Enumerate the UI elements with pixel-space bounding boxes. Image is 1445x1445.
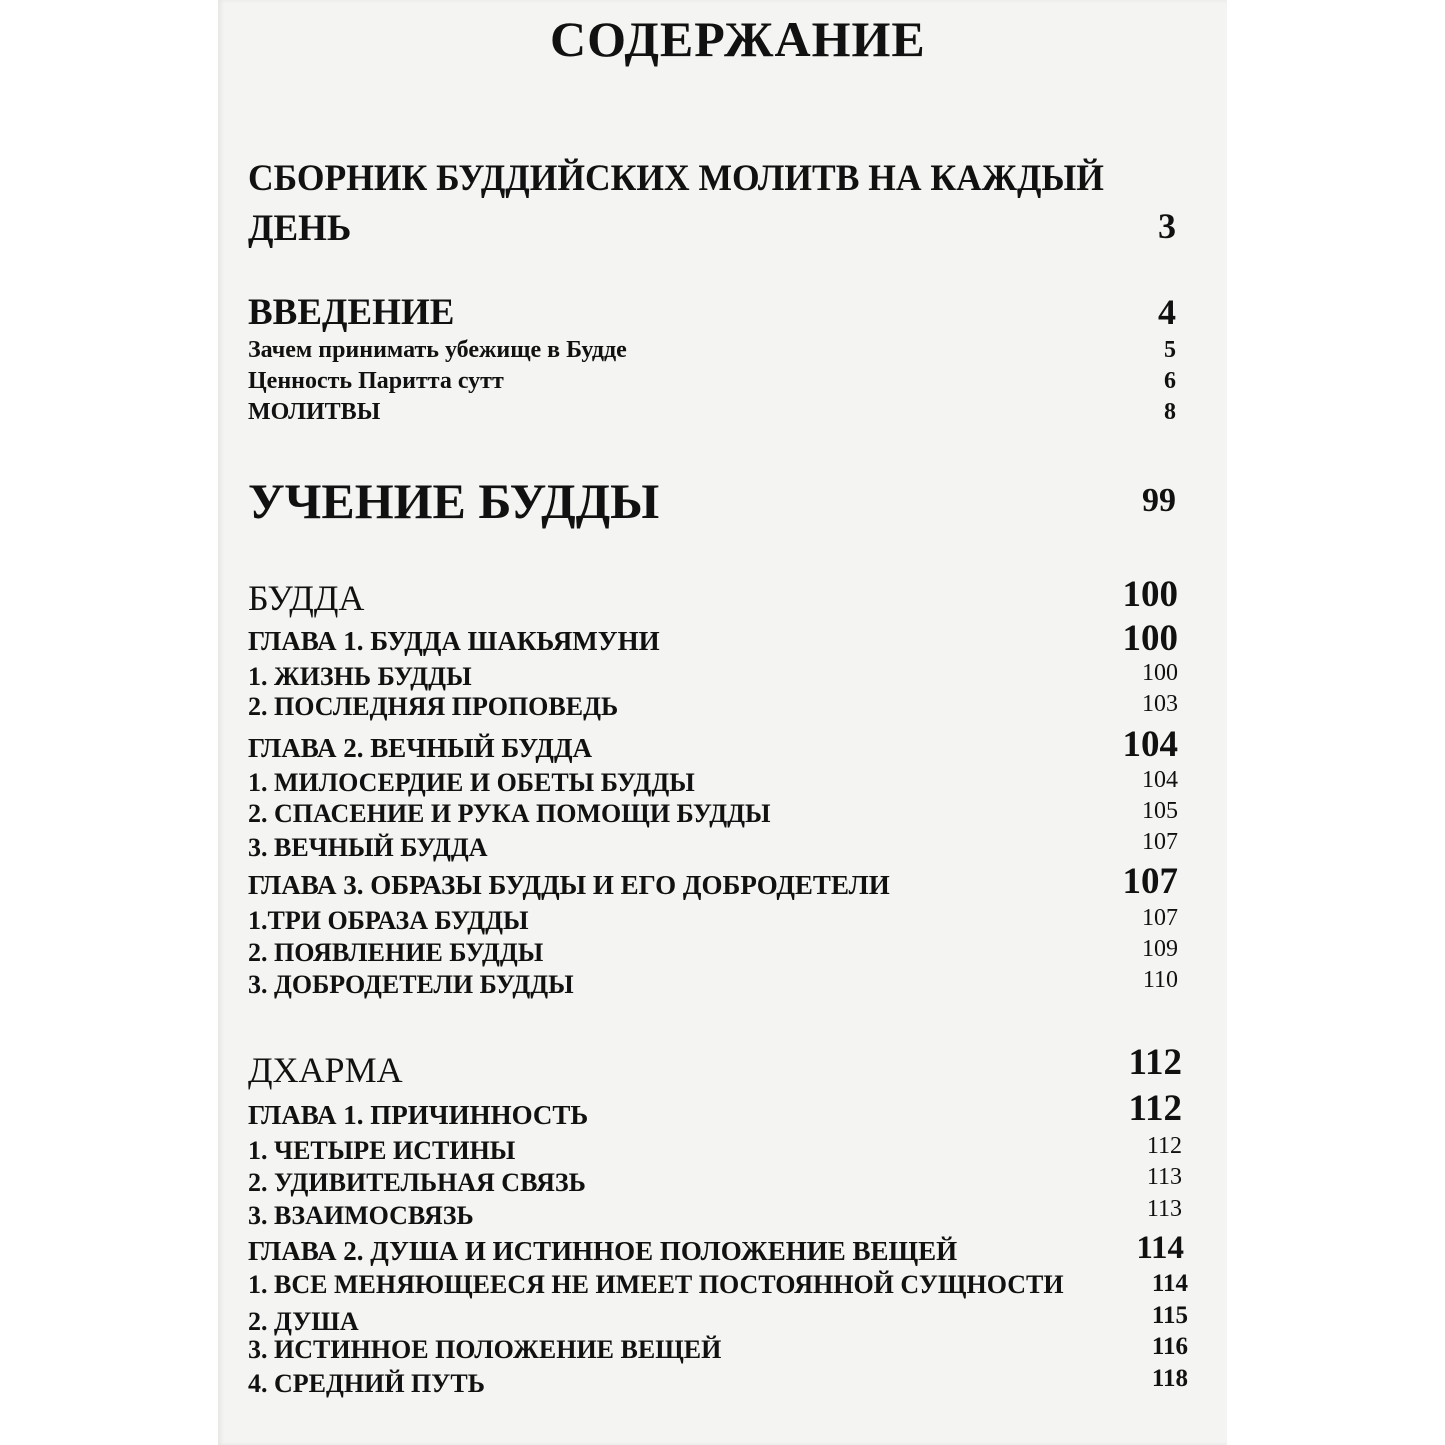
toc-entry-buddha-1-2[interactable]: 2. ПОСЛЕДНЯЯ ПРОПОВЕДЬ — [248, 692, 619, 721]
toc-entry-dharma-2-1[interactable]: 1. ВСЕ МЕНЯЮЩЕЕСЯ НЕ ИМЕЕТ ПОСТОЯННОЙ СУЩНОСТИ — [248, 1270, 1064, 1299]
toc-page-refuge: 5 — [1164, 337, 1176, 363]
page-title: СОДЕРЖАНИЕ — [550, 11, 926, 67]
section-buddha-page: 100 — [1122, 574, 1178, 615]
toc-page-buddha-2-3: 107 — [1142, 829, 1178, 855]
toc-entry-buddha-3-3[interactable]: 3. ДОБРОДЕТЕЛИ БУДДЫ — [248, 970, 574, 999]
toc-entry-paritta[interactable]: Ценность Паритта сутт — [248, 368, 504, 394]
toc-page-buddha-2-2: 105 — [1142, 798, 1178, 824]
toc-entry-dharma-1-3[interactable]: 3. ВЗАИМОСВЯЗЬ — [248, 1201, 474, 1230]
toc-entry-refuge[interactable]: Зачем принимать убежище в Будде — [248, 337, 627, 363]
chapter-buddha-2[interactable]: ГЛАВА 2. ВЕЧНЫЙ БУДДА — [248, 733, 593, 763]
toc-entry-buddha-3-1[interactable]: 1.ТРИ ОБРАЗА БУДДЫ — [248, 906, 529, 935]
chapter-buddha-3-page: 107 — [1122, 861, 1178, 902]
toc-entry-buddha-2-1[interactable]: 1. МИЛОСЕРДИЕ И ОБЕТЫ БУДДЫ — [248, 768, 695, 797]
toc-entry-buddha-1-1[interactable]: 1. ЖИЗНЬ БУДДЫ — [248, 662, 472, 691]
toc-page-buddha-3-1: 107 — [1142, 905, 1178, 931]
toc-entry-buddha-2-3[interactable]: 3. ВЕЧНЫЙ БУДДА — [248, 833, 488, 862]
toc-page-dharma-2-3: 116 — [1151, 1333, 1188, 1360]
toc-entry-dharma-2-2[interactable]: 2. ДУША — [248, 1307, 359, 1336]
toc-page-paritta: 6 — [1164, 368, 1176, 394]
intro-title[interactable]: ВВЕДЕНИЕ — [248, 292, 455, 333]
toc-page-dharma-1-1: 112 — [1146, 1133, 1182, 1159]
chapter-buddha-2-page: 104 — [1122, 724, 1178, 765]
chapter-buddha-1[interactable]: ГЛАВА 1. БУДДА ШАКЬЯМУНИ — [248, 626, 660, 656]
collection-page-number: 3 — [1158, 206, 1176, 246]
chapter-buddha-3[interactable]: ГЛАВА 3. ОБРАЗЫ БУДДЫ И ЕГО ДОБРОДЕТЕЛИ — [248, 870, 890, 900]
toc-page-buddha-1-2: 103 — [1142, 691, 1178, 717]
section-dharma-title[interactable]: ДХАРМА — [248, 1050, 403, 1090]
toc-page-dharma-2-1: 114 — [1151, 1270, 1188, 1297]
collection-title-line2[interactable]: ДЕНЬ — [248, 208, 352, 249]
toc-entry-dharma-2-3[interactable]: 3. ИСТИННОЕ ПОЛОЖЕНИЕ ВЕЩЕЙ — [248, 1335, 722, 1364]
toc-page-buddha-3-3: 110 — [1142, 967, 1178, 993]
toc-page-dharma-2-4: 118 — [1151, 1365, 1188, 1392]
toc-page-dharma-1-2: 113 — [1146, 1164, 1182, 1190]
toc-page-dharma-2-2: 115 — [1151, 1302, 1188, 1329]
toc-entry-dharma-1-1[interactable]: 1. ЧЕТЫРЕ ИСТИНЫ — [248, 1136, 516, 1165]
teaching-title[interactable]: УЧЕНИЕ БУДДЫ — [248, 473, 660, 529]
toc-page-dharma-1-3: 113 — [1146, 1196, 1182, 1222]
section-dharma-page: 112 — [1128, 1042, 1182, 1083]
chapter-buddha-1-page: 100 — [1122, 618, 1178, 659]
toc-page-prayers: 8 — [1164, 399, 1176, 425]
toc-page-buddha-2-1: 104 — [1142, 767, 1178, 793]
toc-entry-dharma-1-2[interactable]: 2. УДИВИТЕЛЬНАЯ СВЯЗЬ — [248, 1168, 586, 1197]
toc-entry-buddha-2-2[interactable]: 2. СПАСЕНИЕ И РУКА ПОМОЩИ БУДДЫ — [248, 799, 771, 828]
toc-page-buddha-3-2: 109 — [1142, 936, 1178, 962]
chapter-dharma-1[interactable]: ГЛАВА 1. ПРИЧИННОСТЬ — [248, 1100, 589, 1130]
chapter-dharma-2-page: 114 — [1136, 1230, 1184, 1266]
intro-page-number: 4 — [1158, 292, 1176, 332]
teaching-page-number: 99 — [1142, 482, 1176, 519]
toc-entry-buddha-3-2[interactable]: 2. ПОЯВЛЕНИЕ БУДДЫ — [248, 938, 544, 967]
collection-title-line1[interactable]: СБОРНИК БУДДИЙСКИХ МОЛИТВ НА КАЖДЫЙ — [248, 158, 1104, 199]
chapter-dharma-1-page: 112 — [1128, 1088, 1182, 1129]
toc-page-buddha-1-1: 100 — [1142, 660, 1178, 686]
toc-entry-dharma-2-4[interactable]: 4. СРЕДНИЙ ПУТЬ — [248, 1369, 485, 1398]
section-buddha-title[interactable]: БУДДА — [248, 578, 365, 618]
chapter-dharma-2[interactable]: ГЛАВА 2. ДУША И ИСТИННОЕ ПОЛОЖЕНИЕ ВЕЩЕЙ — [248, 1236, 958, 1266]
toc-entry-prayers[interactable]: МОЛИТВЫ — [248, 399, 381, 425]
